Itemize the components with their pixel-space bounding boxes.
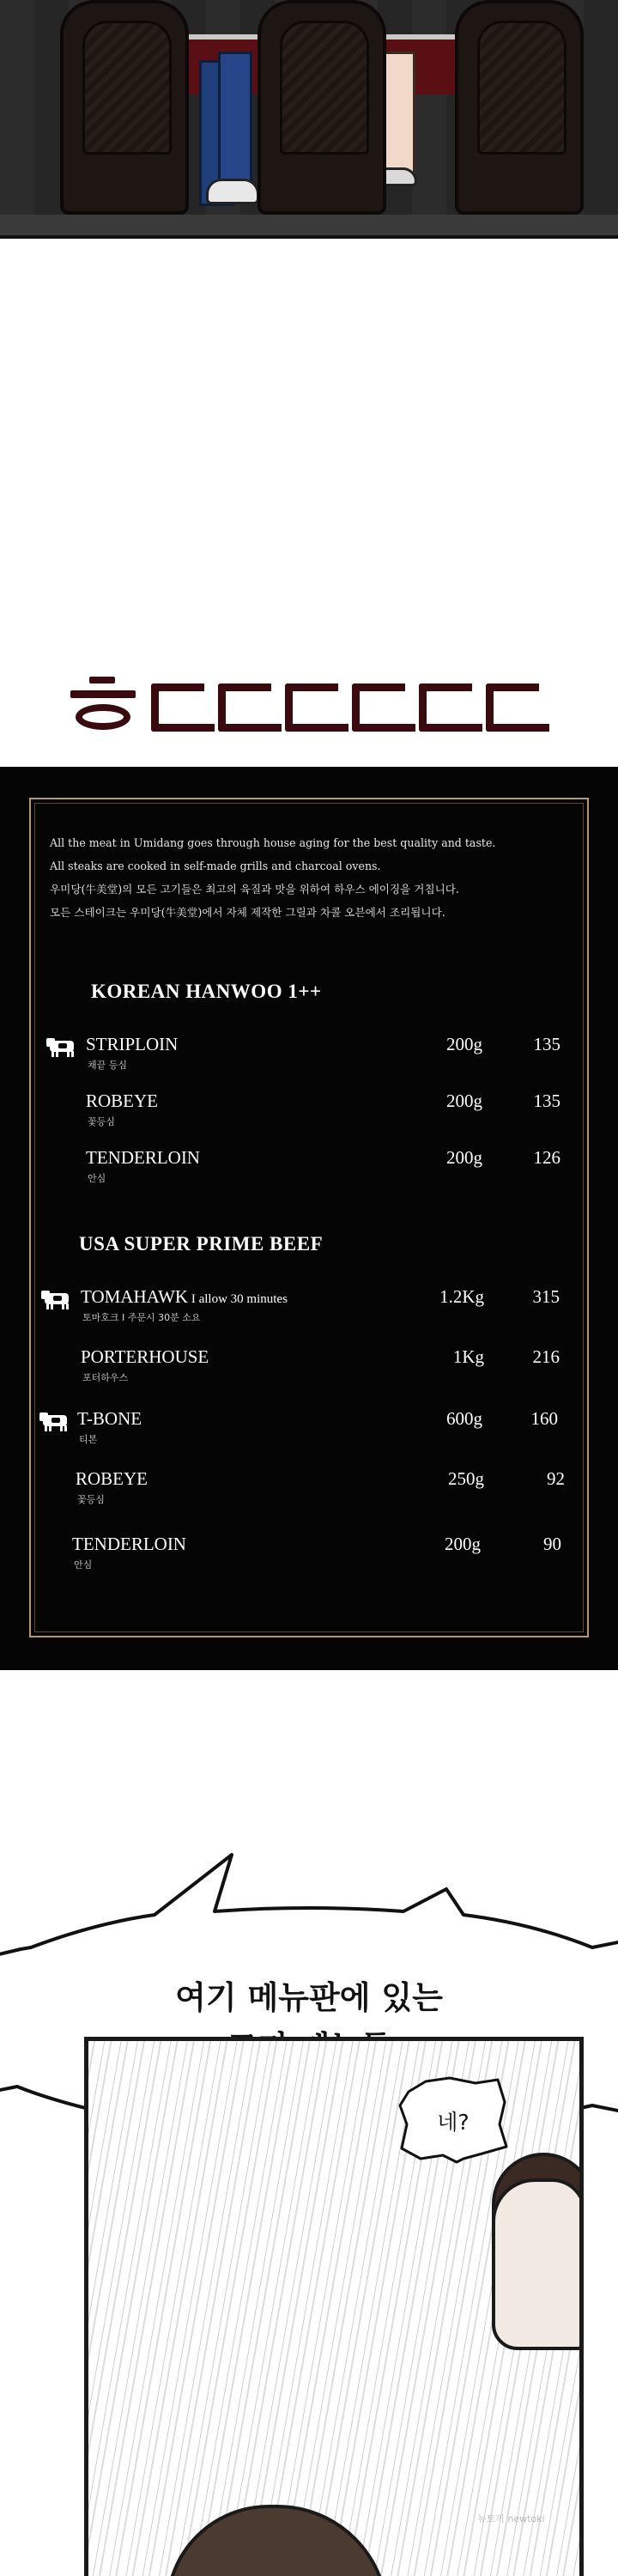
chair (455, 0, 584, 215)
item-korean-name: 꽃등심 (77, 1494, 105, 1505)
item-weight: 200g (446, 1147, 482, 1168)
item-weight: 200g (446, 1091, 482, 1111)
item-korean-name: 안심 (88, 1173, 106, 1184)
intro-line: 우미당(牛美堂)의 모든 고기들은 최고의 육질과 맛을 위하여 하우스 에이징을 거칩니다. (50, 883, 459, 896)
speech-line: 여기 메뉴판에 있는 (175, 1979, 443, 2016)
menu-intro (50, 831, 582, 924)
item-price: 92 (547, 1468, 565, 1489)
item-weight: 200g (445, 1534, 481, 1554)
sfx-glyph-d (486, 683, 539, 732)
item-weight: 250g (448, 1468, 484, 1489)
menu-item (86, 1091, 566, 1132)
item-weight: 600g (446, 1408, 482, 1429)
menu-item (86, 1034, 566, 1075)
reply-text: 네? (437, 2110, 470, 2135)
sfx-glyph-d (352, 683, 405, 732)
section-title-korean-hanwoo: KOREAN HANWOO 1++ (91, 981, 322, 1002)
menu-item (76, 1468, 565, 1510)
intro-line: All steaks are cooked in self-made grills and charcoal ovens. (50, 860, 381, 872)
item-korean-name: 채끝 등심 (88, 1060, 128, 1071)
item-name: STRIPLOIN (86, 1034, 179, 1054)
trembling-sound-effect (67, 677, 548, 732)
menu-item (81, 1346, 570, 1388)
item-note: I allow 30 minutes (188, 1292, 288, 1306)
menu-item (72, 1534, 561, 1575)
character-hair (166, 2505, 389, 2576)
item-price: 315 (532, 1286, 560, 1307)
menu-item (77, 1408, 566, 1449)
sfx-glyph-d (218, 683, 271, 732)
sfx-glyph-d (285, 683, 338, 732)
item-name: T-BONE (77, 1408, 142, 1429)
item-name: TENDERLOIN (72, 1534, 186, 1554)
item-name: ROBEYE (76, 1468, 148, 1489)
item-price: 126 (533, 1147, 560, 1168)
item-price: 90 (543, 1534, 561, 1554)
cow-icon (46, 1038, 79, 1057)
item-name: PORTERHOUSE (81, 1346, 209, 1367)
chair (258, 0, 386, 215)
sfx-glyph-heu (67, 677, 137, 732)
item-name: ROBEYE (86, 1091, 158, 1111)
cow-icon (41, 1291, 74, 1309)
item-korean-name: 안심 (74, 1559, 93, 1571)
item-korean-name: 포터하우스 (82, 1372, 129, 1383)
sfx-glyph-d (151, 683, 204, 732)
section-title-usa-prime: USA SUPER PRIME BEEF (79, 1233, 324, 1255)
sfx-glyph-d (419, 683, 472, 732)
sneaker (206, 179, 259, 204)
character-face (492, 2178, 584, 2350)
item-price: 160 (530, 1408, 558, 1429)
item-weight: 1Kg (452, 1346, 484, 1367)
watermark: 뉴토끼 newtoki (477, 2513, 545, 2524)
item-korean-name: 티본 (79, 1434, 98, 1445)
item-name: TENDERLOIN (86, 1147, 200, 1168)
cow-icon (39, 1413, 72, 1431)
intro-line: 모든 스테이크는 우미당(牛美堂)에서 자체 제작한 그릴과 차콜 오븐에서 조리됩니다. (50, 906, 445, 919)
item-weight: 200g (446, 1034, 482, 1054)
item-korean-name: 토마호크 I 주문시 30분 소요 (82, 1312, 201, 1323)
intro-line: All the meat in Umidang goes through house aging for the best quality and taste. (50, 836, 496, 849)
item-korean-name: 꽃등심 (88, 1116, 115, 1127)
menu-item (86, 1147, 566, 1188)
item-name: TOMAHAWK I allow 30 minutes (81, 1286, 288, 1307)
item-price: 135 (533, 1034, 560, 1054)
item-price: 216 (532, 1346, 560, 1367)
restaurant-scene-panel (0, 0, 618, 239)
item-price: 135 (533, 1091, 560, 1111)
item-weight: 1.2Kg (439, 1286, 484, 1307)
chair (60, 0, 189, 215)
menu-item (81, 1286, 570, 1327)
